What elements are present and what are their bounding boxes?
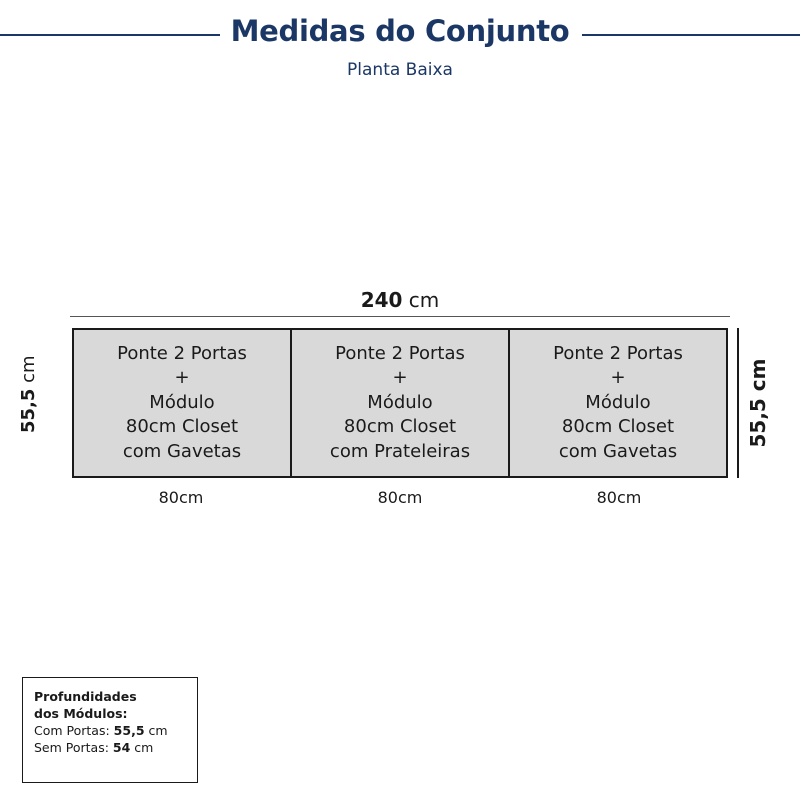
module-1-text: Ponte 2 Portas + Módulo 80cm Closet com Gavetas [117, 342, 247, 462]
module-2-width: 80cm [377, 488, 423, 507]
info-with-doors [34, 722, 197, 739]
total-width-label [0, 288, 800, 312]
without-doors-unit: cm [130, 740, 154, 755]
page-subtitle: Planta Baixa [347, 60, 453, 80]
header-rule-right [582, 34, 800, 36]
depth-info-box [22, 677, 198, 783]
without-doors-label: Sem Portas: [34, 740, 113, 755]
info-heading-1: Profundidades [34, 689, 137, 704]
depth-label-right: 55,5 cm [746, 358, 770, 448]
with-doors-unit: cm [144, 723, 168, 738]
total-width-value: 240 [360, 288, 403, 312]
page-title: Medidas do Conjunto [230, 14, 570, 48]
module-3-text: Ponte 2 Portas + Módulo 80cm Closet com Gavetas [553, 342, 683, 462]
module-3 [510, 330, 726, 476]
info-without-doors [34, 739, 197, 756]
depth-left-value: 55,5 [18, 388, 39, 433]
modules-plan [72, 328, 728, 478]
module-1-width: 80cm [158, 488, 204, 507]
with-doors-label: Com Portas: [34, 723, 114, 738]
depth-label-left [18, 355, 42, 433]
with-doors-value: 55,5 [113, 723, 145, 738]
info-heading-2: dos Módulos: [34, 706, 128, 721]
total-width-dimension-line [70, 316, 730, 317]
module-3-width: 80cm [596, 488, 642, 507]
depth-left-unit: cm [18, 355, 39, 389]
module-2 [292, 330, 510, 476]
without-doors-value: 54 [112, 740, 131, 755]
depth-dimension-line-right [737, 328, 739, 478]
module-2-text: Ponte 2 Portas + Módulo 80cm Closet com Prateleiras [329, 342, 471, 462]
module-1 [74, 330, 292, 476]
total-width-unit: cm [402, 288, 440, 312]
